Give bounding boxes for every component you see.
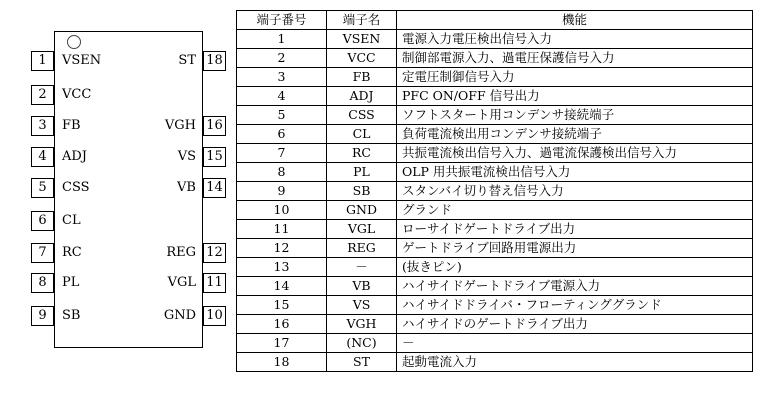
pin-label: VGL (167, 275, 196, 290)
cell-pin-name: (NC) (327, 334, 397, 353)
table-row (237, 334, 753, 353)
table-row (237, 315, 753, 334)
cell-pin-number: 5 (237, 106, 327, 125)
table-row (237, 277, 753, 296)
cell-pin-name: ST (327, 353, 397, 372)
cell-pin-name: CL (327, 125, 397, 144)
header-pin-number: 端子番号 (237, 11, 327, 30)
cell-pin-number: 12 (237, 239, 327, 258)
pin-label: VSEN (62, 53, 102, 68)
cell-pin-name: SB (327, 182, 397, 201)
cell-function: 制御部電源入力、過電圧保護信号入力 (397, 49, 753, 68)
cell-pin-number: 13 (237, 258, 327, 277)
table-row (237, 201, 753, 220)
cell-pin-number: 8 (237, 163, 327, 182)
cell-pin-number: 4 (237, 87, 327, 106)
cell-pin-number: 1 (237, 30, 327, 49)
table-row (237, 49, 753, 68)
pin-number-box: 10 (203, 306, 226, 326)
cell-pin-number: 9 (237, 182, 327, 201)
table-row (237, 106, 753, 125)
pin-label: REG (166, 245, 196, 260)
pin-number-box: 2 (31, 85, 54, 105)
cell-function: 定電圧制御信号入力 (397, 68, 753, 87)
pin1-indicator-icon (67, 35, 81, 49)
table-row (237, 30, 753, 49)
header-function: 機能 (397, 11, 753, 30)
cell-pin-number: 3 (237, 68, 327, 87)
cell-pin-name: VCC (327, 49, 397, 68)
cell-function: － (397, 334, 753, 353)
cell-pin-number: 16 (237, 315, 327, 334)
cell-function: (抜きピン) (397, 258, 753, 277)
table-row (237, 68, 753, 87)
cell-function: ゲートドライブ回路用電源出力 (397, 239, 753, 258)
pin-label: ST (178, 53, 196, 68)
pin-label: RC (62, 245, 82, 260)
pin-number-box: 12 (203, 243, 226, 263)
table-row (237, 87, 753, 106)
cell-pin-number: 10 (237, 201, 327, 220)
cell-pin-name: PL (327, 163, 397, 182)
pin-label: VCC (62, 87, 92, 102)
cell-pin-name: VGL (327, 220, 397, 239)
cell-pin-name: VSEN (327, 30, 397, 49)
cell-function: ハイサイドのゲートドライブ出力 (397, 315, 753, 334)
pin-number-box: 4 (31, 147, 54, 167)
cell-pin-name: － (327, 258, 397, 277)
cell-pin-name: RC (327, 144, 397, 163)
cell-pin-name: VS (327, 296, 397, 315)
pin-number-box: 16 (203, 116, 226, 136)
pin-number-box: 6 (31, 211, 54, 231)
cell-function: 共振電流検出信号入力、過電流保護検出信号入力 (397, 144, 753, 163)
pin-label: CL (62, 213, 81, 228)
cell-function: ローサイドゲートドライブ出力 (397, 220, 753, 239)
cell-pin-number: 14 (237, 277, 327, 296)
pin-number-box: 8 (31, 273, 54, 293)
table-row (237, 125, 753, 144)
cell-function: 起動電流入力 (397, 353, 753, 372)
cell-function: スタンバイ切り替え信号入力 (397, 182, 753, 201)
pin-label: FB (62, 118, 81, 133)
cell-function: 負荷電流検出用コンデンサ接続端子 (397, 125, 753, 144)
pin-label: SB (62, 308, 81, 323)
cell-pin-name: ADJ (327, 87, 397, 106)
table-body (237, 30, 753, 372)
pin-label: VB (177, 180, 196, 195)
pin-label: CSS (62, 180, 90, 195)
pin-number-box: 9 (31, 306, 54, 326)
cell-pin-name: FB (327, 68, 397, 87)
table-row (237, 239, 753, 258)
cell-pin-name: REG (327, 239, 397, 258)
cell-pin-number: 7 (237, 144, 327, 163)
table-row (237, 144, 753, 163)
table-row (237, 163, 753, 182)
table-row (237, 296, 753, 315)
pin-number-box: 15 (203, 147, 226, 167)
cell-pin-number: 15 (237, 296, 327, 315)
table-row (237, 220, 753, 239)
cell-function: OLP 用共振電流検出信号入力 (397, 163, 753, 182)
cell-function: ハイサイドドライバ・フローティンググランド (397, 296, 753, 315)
cell-pin-number: 11 (237, 220, 327, 239)
pin-label: VS (177, 149, 196, 164)
table-header-row (237, 11, 753, 30)
table-row (237, 353, 753, 372)
pin-number-box: 7 (31, 243, 54, 263)
table-row (237, 258, 753, 277)
cell-pin-number: 6 (237, 125, 327, 144)
pin-function-table (236, 10, 753, 372)
cell-pin-number: 2 (237, 49, 327, 68)
cell-pin-name: VB (327, 277, 397, 296)
cell-pin-name: VGH (327, 315, 397, 334)
pin-number-box: 5 (31, 178, 54, 198)
cell-pin-name: GND (327, 201, 397, 220)
cell-function: 電源入力電圧検出信号入力 (397, 30, 753, 49)
pin-number-box: 18 (203, 51, 226, 71)
cell-pin-number: 18 (237, 353, 327, 372)
cell-pin-name: CSS (327, 106, 397, 125)
pin-number-box: 11 (203, 273, 226, 293)
pin-label: ADJ (62, 149, 88, 164)
pin-label: PL (62, 275, 80, 290)
table-row (237, 182, 753, 201)
ic-pinout-diagram (0, 0, 236, 403)
pin-number-box: 3 (31, 116, 54, 136)
header-pin-name: 端子名 (327, 11, 397, 30)
cell-function: グランド (397, 201, 753, 220)
pin-number-box: 1 (31, 51, 54, 71)
pin-label: GND (163, 308, 196, 323)
cell-function: ソフトスタート用コンデンサ接続端子 (397, 106, 753, 125)
cell-function: PFC ON/OFF 信号出力 (397, 87, 753, 106)
pin-number-box: 14 (203, 178, 226, 198)
cell-function: ハイサイドゲートドライブ電源入力 (397, 277, 753, 296)
pin-label: VGH (164, 118, 196, 133)
cell-pin-number: 17 (237, 334, 327, 353)
